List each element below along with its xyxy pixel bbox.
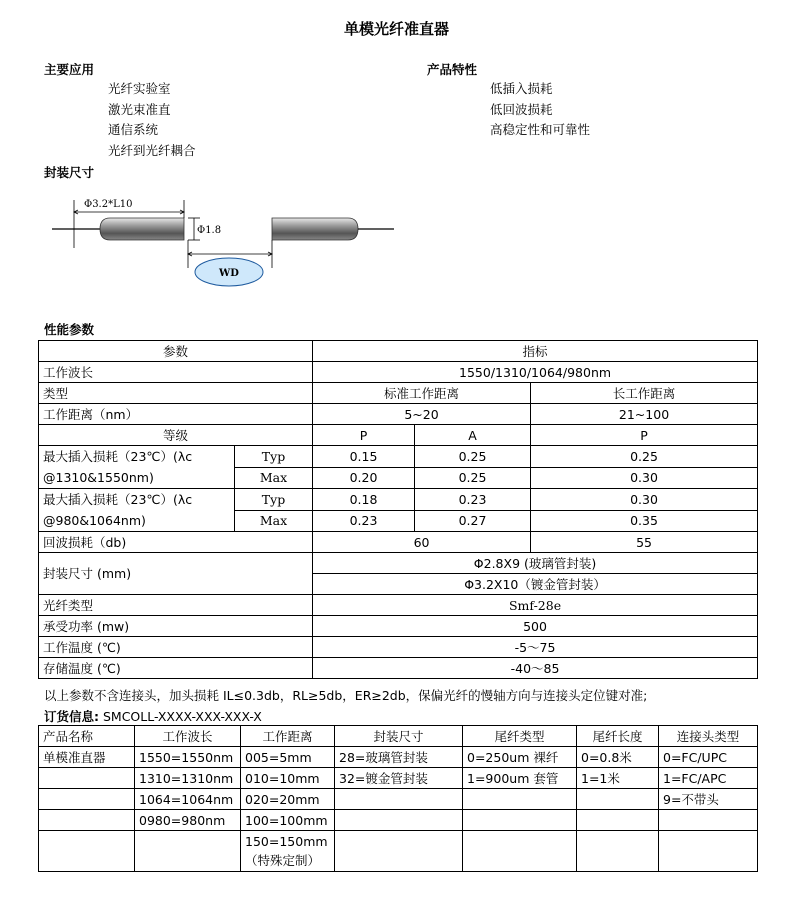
value-cell: 60 (313, 532, 531, 553)
param-cell: 存储温度 (℃) (39, 658, 313, 679)
table-row (39, 726, 758, 747)
table-cell (135, 831, 241, 872)
header-cell: 产品名称 (39, 726, 135, 747)
table-cell: 1=FC/APC (659, 768, 758, 789)
value-cell: 0.30 (531, 467, 758, 489)
features-list (490, 79, 590, 141)
value-cell: Smf-28e (313, 595, 758, 616)
table-cell: 1=1米 (577, 768, 659, 789)
value-cell: 0.25 (415, 467, 531, 489)
dist-value: 150=150mm (245, 834, 328, 849)
table-row (39, 425, 758, 446)
value-cell: 0.23 (313, 510, 415, 532)
value-cell: 21~100 (531, 404, 758, 425)
header-cell: 封装尺寸 (335, 726, 463, 747)
value-cell: -5～75 (313, 637, 758, 658)
value-cell: 标准工作距离 (313, 383, 531, 404)
table-cell: 1550=1550nm (135, 747, 241, 768)
apps-heading: 主要应用 (44, 62, 95, 77)
table-cell (659, 810, 758, 831)
table-row (39, 446, 758, 468)
value-cell: 长工作距离 (531, 383, 758, 404)
sub-cell: Max (235, 467, 313, 489)
param-cell: 工作温度 (℃) (39, 637, 313, 658)
header-cell: 尾纤长度 (577, 726, 659, 747)
order-label: 订货信息: (44, 709, 99, 724)
param-cell: 等级 (39, 425, 313, 446)
table-cell: 32=镀金管封装 (335, 768, 463, 789)
value-cell: -40～85 (313, 658, 758, 679)
table-row (39, 510, 758, 532)
note-text: 以上参数不含连接头，加头损耗 IL≤0.3db，RL≥5db，ER≥2db，保偏光纤的慢轴方向与连接头定位键对准; (44, 688, 648, 703)
table-cell (39, 810, 135, 831)
table-row (39, 362, 758, 383)
table-cell (39, 768, 135, 789)
value-cell: 0.30 (531, 489, 758, 511)
table-row (39, 637, 758, 658)
table-cell: 020=20mm (241, 789, 335, 810)
header-cell: 工作波长 (135, 726, 241, 747)
table-cell: 010=10mm (241, 768, 335, 789)
order-table (38, 725, 758, 872)
table-cell: 1064=1064nm (135, 789, 241, 810)
table-cell: 1310=1310nm (135, 768, 241, 789)
table-cell: 0=FC/UPC (659, 747, 758, 768)
list-item: 激光束准直 (108, 101, 171, 117)
features-heading: 产品特性 (427, 62, 478, 77)
table-cell: 0980=980nm (135, 810, 241, 831)
table-cell (335, 831, 463, 872)
table-row (39, 383, 758, 404)
value-cell: 1550/1310/1064/980nm (313, 362, 758, 383)
table-cell (241, 831, 335, 872)
table-row (39, 595, 758, 616)
table-row (39, 768, 758, 789)
collimator-diagram (48, 188, 398, 290)
value-cell: P (531, 425, 758, 446)
table-cell (463, 810, 577, 831)
value-cell: Φ2.8X9 (玻璃管封装) (313, 553, 758, 574)
header-cell: 尾纤类型 (463, 726, 577, 747)
table-cell (577, 789, 659, 810)
table-cell (39, 831, 135, 872)
table-row (39, 341, 758, 362)
param-cell: 承受功率 (mw) (39, 616, 313, 637)
table-row (39, 789, 758, 810)
page-title: 单模光纤准直器 (343, 20, 449, 38)
value-cell: 0.35 (531, 510, 758, 532)
param-cell: @980&1064nm) (39, 510, 235, 532)
table-row (39, 831, 758, 872)
value-cell: P (313, 425, 415, 446)
list-item: 光纤实验室 (108, 81, 171, 96)
list-item: 高稳定性和可靠性 (490, 122, 591, 137)
value-cell: Φ3.2X10（镀金管封装） (313, 574, 758, 595)
param-cell: 封装尺寸 (mm) (39, 553, 313, 595)
sub-cell: Typ (235, 489, 313, 511)
table-cell: 28=玻璃管封装 (335, 747, 463, 768)
performance-table (38, 340, 758, 679)
table-cell (659, 831, 758, 872)
table-cell (463, 831, 577, 872)
table-cell: 单模准直器 (39, 747, 135, 768)
sub-cell: Max (235, 510, 313, 532)
param-cell: @1310&1550nm) (39, 467, 235, 489)
param-cell: 最大插入损耗（23℃）(λc (39, 446, 235, 468)
wd-label: WD (219, 268, 239, 279)
table-cell (39, 789, 135, 810)
dim-label-diameter: Φ1.8 (197, 225, 222, 236)
value-cell: 500 (313, 616, 758, 637)
table-cell (335, 810, 463, 831)
param-cell: 类型 (39, 383, 313, 404)
list-item: 光纤到光纤耦合 (108, 142, 196, 158)
value-cell: 0.27 (415, 510, 531, 532)
value-cell: 0.25 (415, 446, 531, 468)
value-cell: 0.18 (313, 489, 415, 511)
apps-list (108, 79, 196, 161)
value-cell: 0.23 (415, 489, 531, 511)
value-cell: 55 (531, 532, 758, 553)
table-cell: 9=不带头 (659, 789, 758, 810)
table-cell: 005=5mm (241, 747, 335, 768)
param-cell: 工作波长 (39, 362, 313, 383)
table-cell: 100=100mm (241, 810, 335, 831)
table-cell (335, 789, 463, 810)
dist-note: （特殊定制） (245, 853, 321, 868)
table-cell (577, 810, 659, 831)
list-item: 通信系统 (108, 122, 159, 137)
header-cell: 连接头类型 (659, 726, 758, 747)
table-row (39, 658, 758, 679)
header-cell: 工作距离 (241, 726, 335, 747)
table-row (39, 532, 758, 553)
list-item: 低插入损耗 (490, 81, 553, 96)
table-cell: 0=0.8米 (577, 747, 659, 768)
header-cell: 指标 (313, 341, 758, 362)
table-cell (577, 831, 659, 872)
header-cell: 参数 (39, 341, 313, 362)
dim-label-length: Φ3.2*L10 (84, 199, 133, 210)
table-cell (463, 789, 577, 810)
sub-cell: Typ (235, 446, 313, 468)
order-code: SMCOLL-XXXX-XXX-XXX-X (102, 709, 262, 724)
order-info (44, 707, 262, 725)
table-cell: 1=900um 套管 (463, 768, 577, 789)
param-cell: 光纤类型 (39, 595, 313, 616)
table-row (39, 553, 758, 574)
table-row (39, 467, 758, 489)
table-row (39, 747, 758, 768)
table-row (39, 810, 758, 831)
list-item: 低回波损耗 (490, 101, 553, 117)
param-cell: 工作距离（nm） (39, 404, 313, 425)
table-row (39, 489, 758, 511)
table-row (39, 404, 758, 425)
value-cell: A (415, 425, 531, 446)
param-cell: 回波损耗（db) (39, 532, 313, 553)
param-cell: 最大插入损耗（23℃）(λc (39, 489, 235, 511)
table-cell: 0=250um 裸纤 (463, 747, 577, 768)
value-cell: 0.15 (313, 446, 415, 468)
package-heading: 封装尺寸 (44, 165, 95, 180)
value-cell: 0.20 (313, 467, 415, 489)
value-cell: 0.25 (531, 446, 758, 468)
perf-heading: 性能参数 (44, 322, 95, 337)
table-row (39, 616, 758, 637)
value-cell: 5~20 (313, 404, 531, 425)
